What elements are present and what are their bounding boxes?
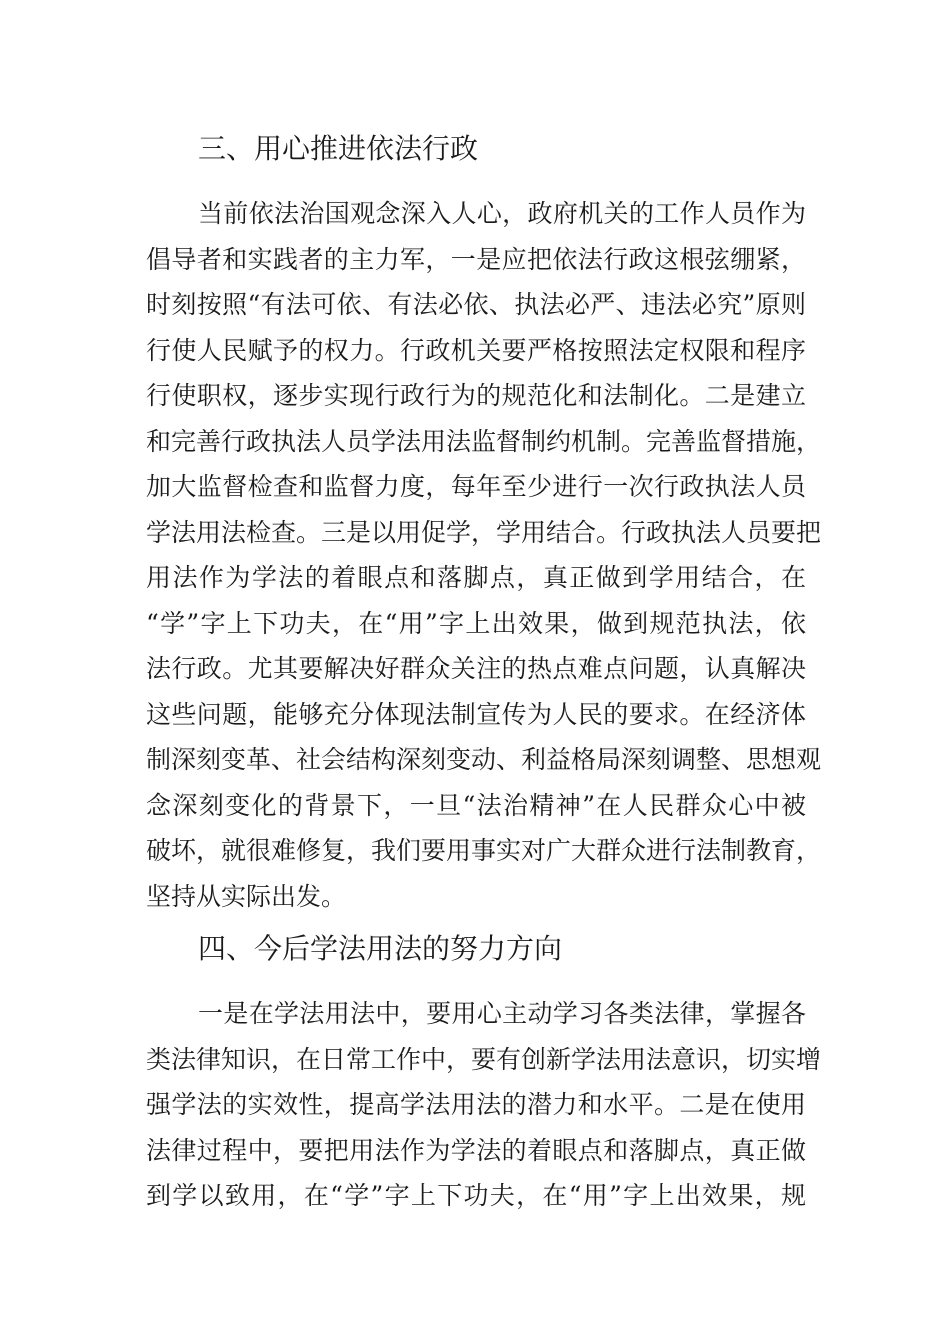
- section-3-paragraph: [146, 191, 822, 919]
- paragraph-line: 这些问题，能够充分体现法制宣传为人民的要求。在经济体: [146, 699, 806, 729]
- paragraph-line: 强学法的实效性，提高学法用法的潜力和水平。二是在使用: [146, 1090, 806, 1119]
- paragraph-line: 和完善行政执法人员学法用法监督制约机制。完善监督措施，: [146, 426, 822, 456]
- paragraph-line: 类法律知识，在日常工作中，要有创新学法用法意识，切实增: [146, 1044, 822, 1074]
- paragraph-line: 坚持从实际出发。: [146, 881, 347, 911]
- paragraph-line: 到学以致用，在“学”字上下功夫，在“用”字上出效果，规: [146, 1181, 806, 1210]
- paragraph-line: 法行政。尤其要解决好群众关注的热点难点问题，认真解决: [146, 654, 806, 683]
- paragraph-line: 倡导者和实践者的主力军，一是应把依法行政这根弦绷紧，: [146, 244, 806, 274]
- paragraph-line: 学法用法检查。三是以用促学，学用结合。行政执法人员要把: [146, 517, 822, 547]
- section-4-paragraph: [146, 991, 822, 1219]
- paragraph-line: 行使人民赋予的权力。行政机关要严格按照法定权限和程序: [146, 335, 806, 365]
- paragraph-line: 加大监督检查和监督力度，每年至少进行一次行政执法人员: [146, 472, 806, 501]
- section-heading-4: 四、今后学法用法的努力方向: [198, 932, 563, 965]
- paragraph-line: 当前依法治国观念深入人心，政府机关的工作人员作为: [198, 199, 806, 228]
- paragraph-line: “学”字上下功夫，在“用”字上出效果，做到规范执法，依: [146, 608, 806, 638]
- document-page: [146, 125, 822, 1219]
- paragraph-line: 破坏，就很难修复，我们要用事实对广大群众进行法制教育，: [146, 836, 822, 865]
- paragraph-line: 一是在学法用法中，要用心主动学习各类法律，掌握各: [198, 999, 806, 1028]
- paragraph-line: 时刻按照“有法可依、有法必依、执法必严、违法必究”原则: [146, 290, 806, 319]
- paragraph-line: 制深刻变革、社会结构深刻变动、利益格局深刻调整、思想观: [146, 745, 822, 774]
- paragraph-line: 法律过程中，要把用法作为学法的着眼点和落脚点，真正做: [146, 1135, 806, 1165]
- paragraph-line: 用法作为学法的着眼点和落脚点，真正做到学用结合，在: [146, 563, 806, 592]
- paragraph-line: 行使职权，逐步实现行政行为的规范化和法制化。二是建立: [146, 381, 806, 410]
- paragraph-line: 念深刻变化的背景下，一旦“法治精神”在人民群众心中被: [146, 790, 806, 820]
- section-heading-3: 三、用心推进依法行政: [198, 132, 479, 165]
